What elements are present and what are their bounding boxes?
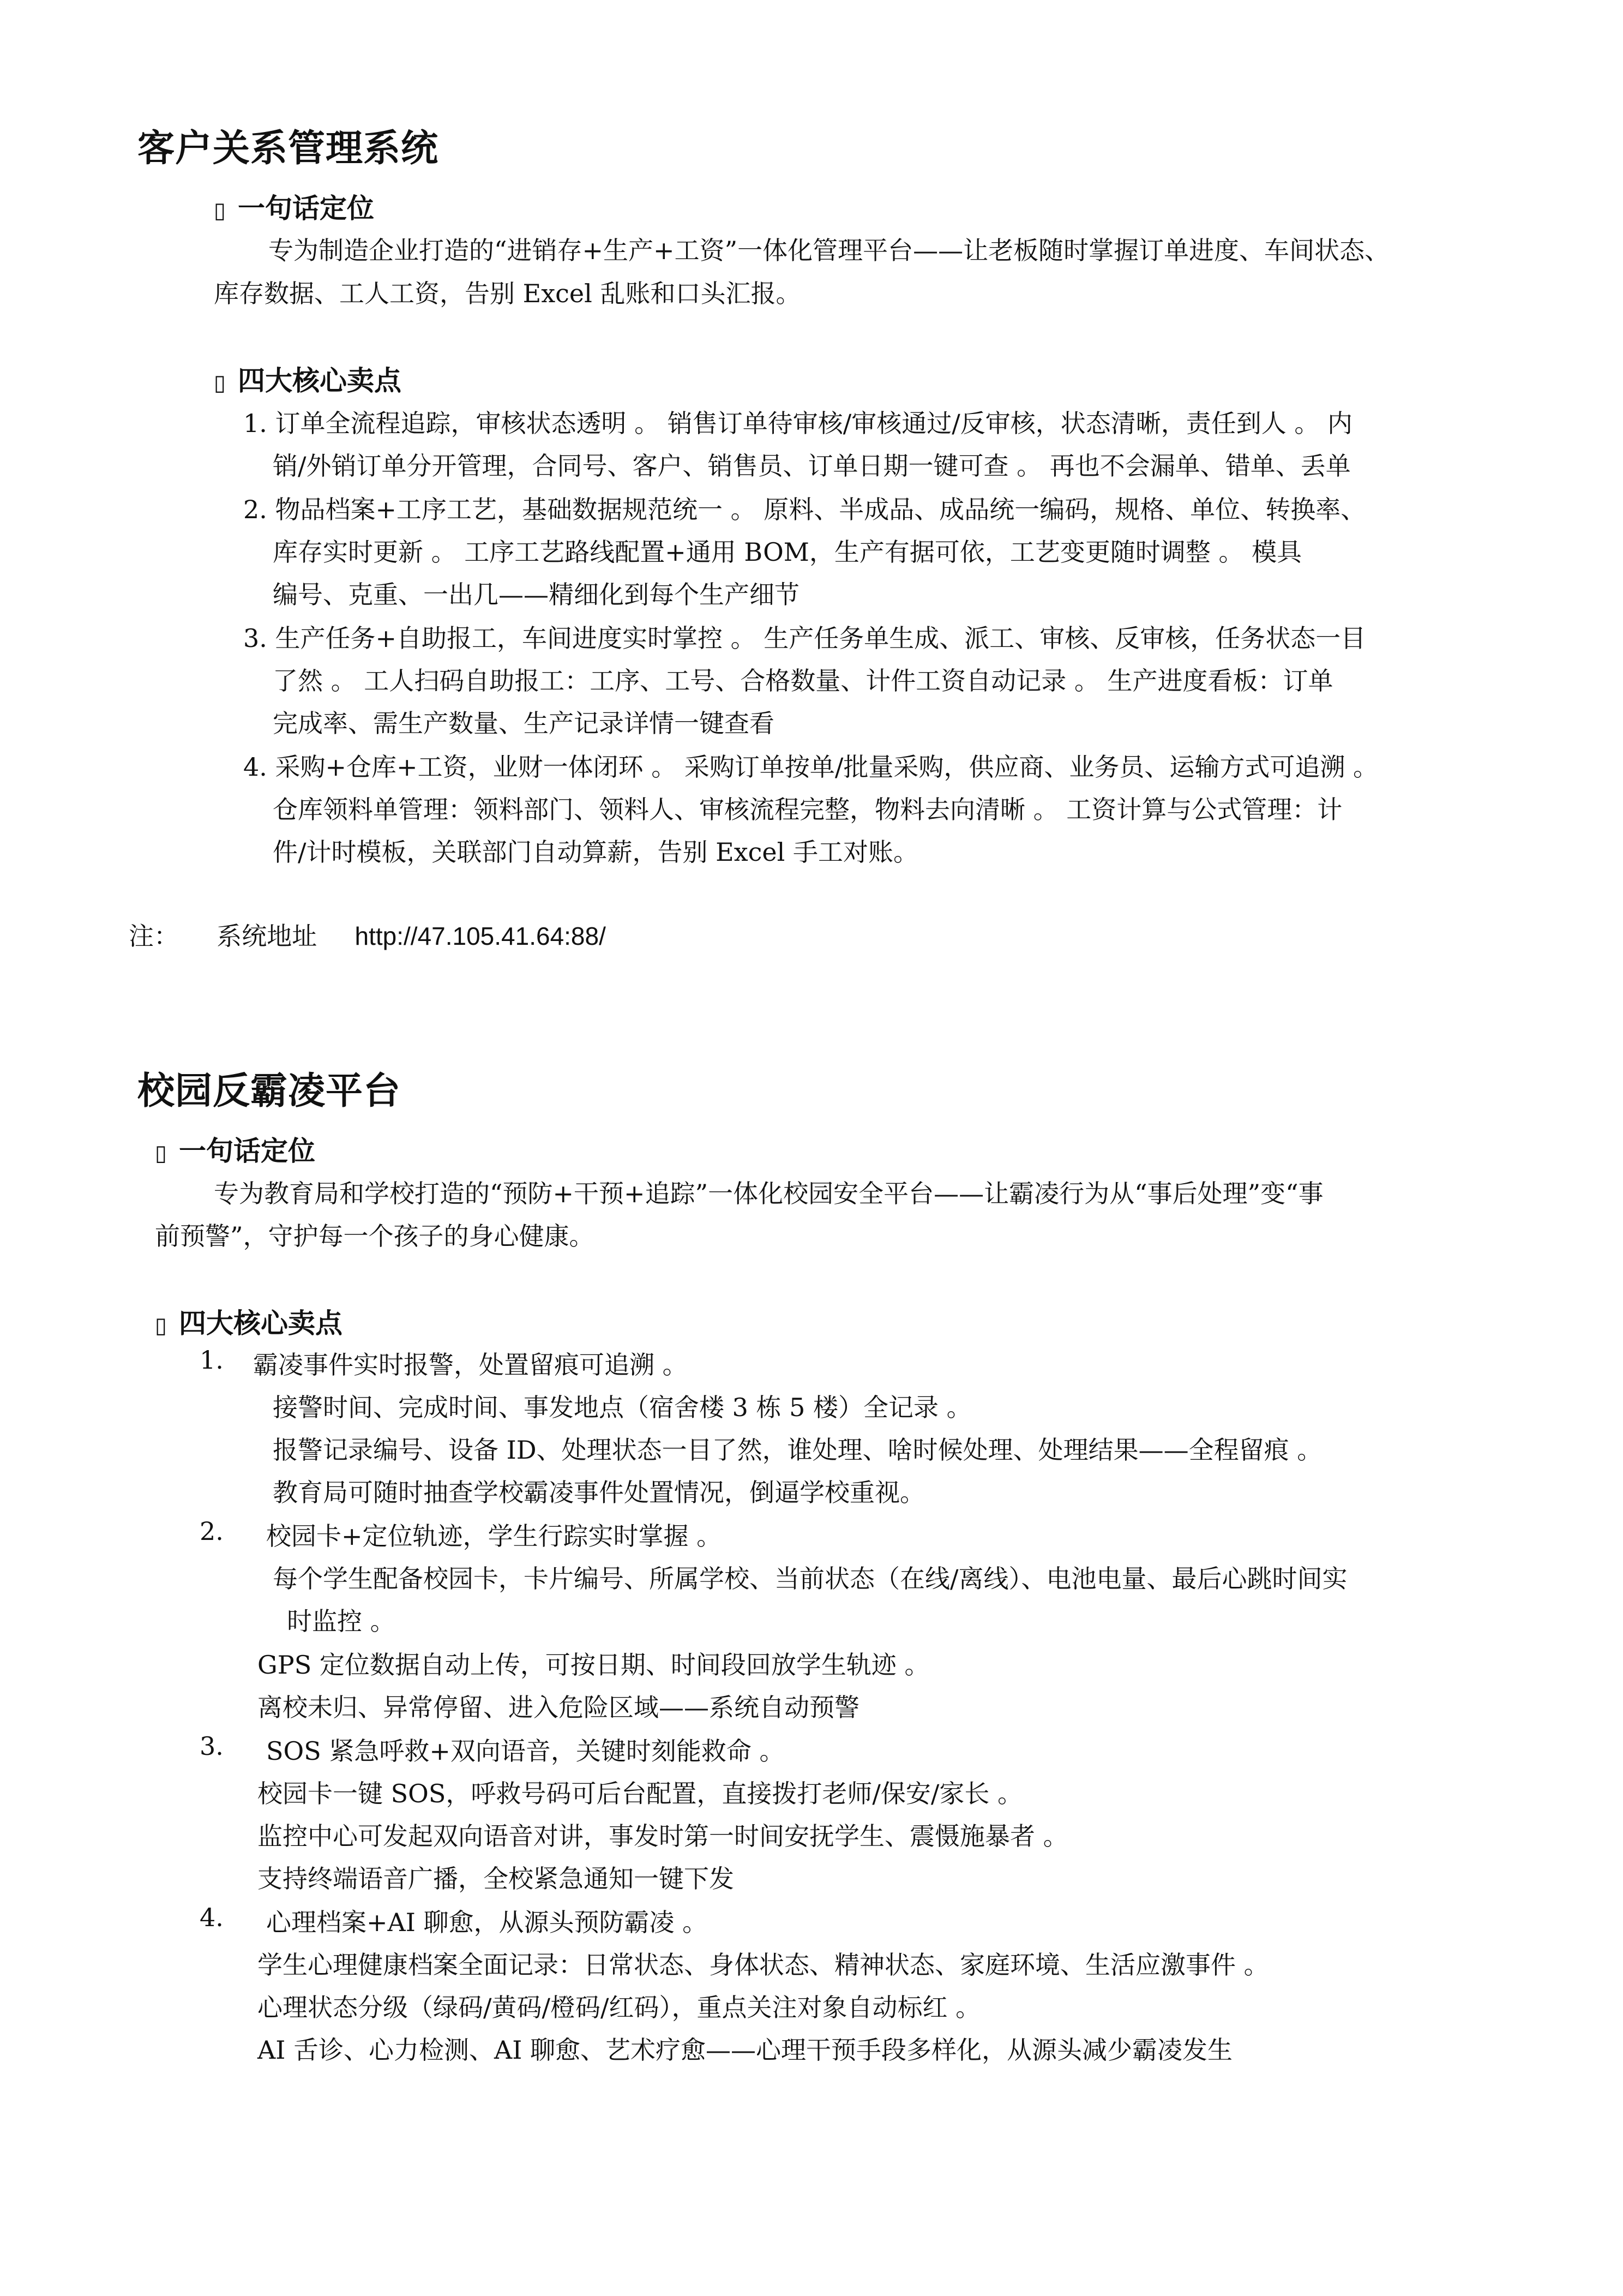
bullying-selling-heading-label: 四大核心卖点: [179, 1307, 343, 1339]
system-url-link[interactable]: http://47.105.41.64:88/: [354, 922, 606, 950]
bullying-point-number: 3.: [200, 1731, 224, 1761]
bullet-icon: ▯: [155, 1141, 167, 1166]
crm-point-line: 4. 采购+仓库+工资，业财一体闭环 。 采购订单按单/批量采购，供应商、业务员、运输方式可追溯 。: [243, 752, 1378, 782]
bullying-point-line: GPS 定位数据自动上传，可按日期、时间段回放学生轨迹 。: [257, 1650, 930, 1680]
bullying-positioning-heading: [155, 1129, 315, 1168]
crm-point-line: 3. 生产任务+自助报工，车间进度实时掌控 。 生产任务单生成、派工、审核、反审核，任务状态一目: [243, 624, 1366, 653]
crm-selling-heading-label: 四大核心卖点: [238, 364, 402, 397]
crm-point-line: 2. 物品档案+工序工艺，基础数据规范统一 。 原料、半成品、成品统一编码，规格、单位、转换率、: [243, 495, 1366, 524]
bullying-positioning-line: 专为教育局和学校打造的“预防+干预+追踪”一体化校园安全平台——让霸凌行为从“事后处理”变“事: [214, 1179, 1324, 1208]
crm-point-line: 完成率、需生产数量、生产记录详情一键查看: [273, 709, 774, 738]
bullying-point-title: 霸凌事件实时报警，处置留痕可追溯 。: [253, 1350, 688, 1380]
bullying-point-line: 每个学生配备校园卡，卡片编号、所属学校、当前状态（在线/离线）、电池电量、最后心跳时间实: [273, 1564, 1348, 1593]
crm-point-line: 1. 订单全流程追踪，审核状态透明 。 销售订单待审核/审核通过/反审核，状态清晰，责任到人 。 内: [243, 409, 1352, 438]
bullying-point-line: 时监控 。: [287, 1606, 395, 1636]
bullying-point-line: 学生心理健康档案全面记录：日常状态、身体状态、精神状态、家庭环境、生活应激事件 。: [257, 1950, 1269, 1980]
note-text: 系统地址: [217, 921, 317, 951]
bullying-point-title: 校园卡+定位轨迹，学生行踪实时掌握 。: [266, 1521, 722, 1551]
bullying-point-line: 教育局可随时抽查学校霸凌事件处置情况，倒逼学校重视。: [273, 1478, 925, 1507]
bullet-icon: ▯: [214, 198, 226, 223]
note-label: 注：: [129, 921, 179, 951]
bullying-point-line: 支持终端语音广播，全校紧急通知一键下发: [257, 1864, 734, 1893]
bullying-point-title: SOS 紧急呼救+双向语音，关键时刻能救命 。: [266, 1736, 785, 1766]
crm-positioning-line: 库存数据、工人工资，告别 Excel 乱账和口头汇报。: [214, 279, 801, 308]
bullying-positioning-heading-label: 一句话定位: [179, 1135, 316, 1167]
bullying-point-line: 校园卡一键 SOS，呼救号码可后台配置，直接拨打老师/保安/家长 。: [257, 1779, 1023, 1808]
bullying-point-number: 1.: [200, 1345, 224, 1375]
bullying-point-title: 心理档案+AI 聊愈，从源头预防霸凌 。: [266, 1908, 708, 1937]
bullet-icon: ▯: [214, 370, 226, 395]
bullying-point-number: 2.: [200, 1516, 224, 1546]
crm-positioning-line: 专为制造企业打造的“进销存+生产+工资”一体化管理平台——让老板随时掌握订单进度、车间状态、: [268, 236, 1390, 265]
crm-point-line: 销/外销订单分开管理，合同号、客户、销售员、订单日期一键可查 。 再也不会漏单、错单、丢单: [273, 451, 1351, 481]
bullying-point-line: 报警记录编号、设备 ID、处理状态一目了然，谁处理、啥时候处理、处理结果——全程留痕 。: [273, 1435, 1323, 1465]
crm-point-line: 编号、克重、一出几——精细化到每个生产细节: [273, 580, 800, 609]
bullying-point-line: AI 舌诊、心力检测、AI 聊愈、艺术疗愈——心理干预手段多样化，从源头减少霸凌发生: [257, 2035, 1233, 2065]
bullying-selling-heading: [155, 1302, 342, 1341]
crm-title: 客户关系管理系统: [137, 127, 439, 170]
crm-positioning-heading-label: 一句话定位: [238, 192, 375, 224]
crm-point-line: 仓库领料单管理：领料部门、领料人、审核流程完整，物料去向清晰 。 工资计算与公式管理：计: [273, 795, 1343, 824]
crm-selling-heading: [214, 359, 401, 398]
crm-note: [129, 916, 606, 952]
bullet-icon: ▯: [155, 1313, 167, 1338]
crm-positioning-heading: [214, 187, 374, 226]
crm-point-line: 库存实时更新 。 工序工艺路线配置+通用 BOM，生产有据可依，工艺变更随时调整 。 模具: [273, 537, 1302, 567]
bullying-positioning-line: 前预警”，守护每一个孩子的身心健康。: [155, 1221, 594, 1251]
bullying-point-line: 监控中心可发起双向语音对讲，事发时第一时间安抚学生、震慑施暴者 。: [257, 1821, 1068, 1851]
bullying-point-number: 4.: [200, 1903, 224, 1932]
bullying-point-line: 离校未归、异常停留、进入危险区域——系统自动预警: [257, 1693, 859, 1722]
bullying-point-line: 接警时间、完成时间、事发地点（宿舍楼 3 栋 5 楼）全记录 。: [273, 1393, 972, 1422]
crm-point-line: 件/计时模板，关联部门自动算薪，告别 Excel 手工对账。: [273, 837, 918, 867]
bullying-point-line: 心理状态分级（绿码/黄码/橙码/红码），重点关注对象自动标红 。: [257, 1993, 981, 2022]
crm-point-line: 了然 。 工人扫码自助报工：工序、工号、合格数量、计件工资自动记录 。 生产进度看板：订单: [273, 666, 1333, 696]
bullying-title: 校园反霸凌平台: [137, 1069, 401, 1113]
